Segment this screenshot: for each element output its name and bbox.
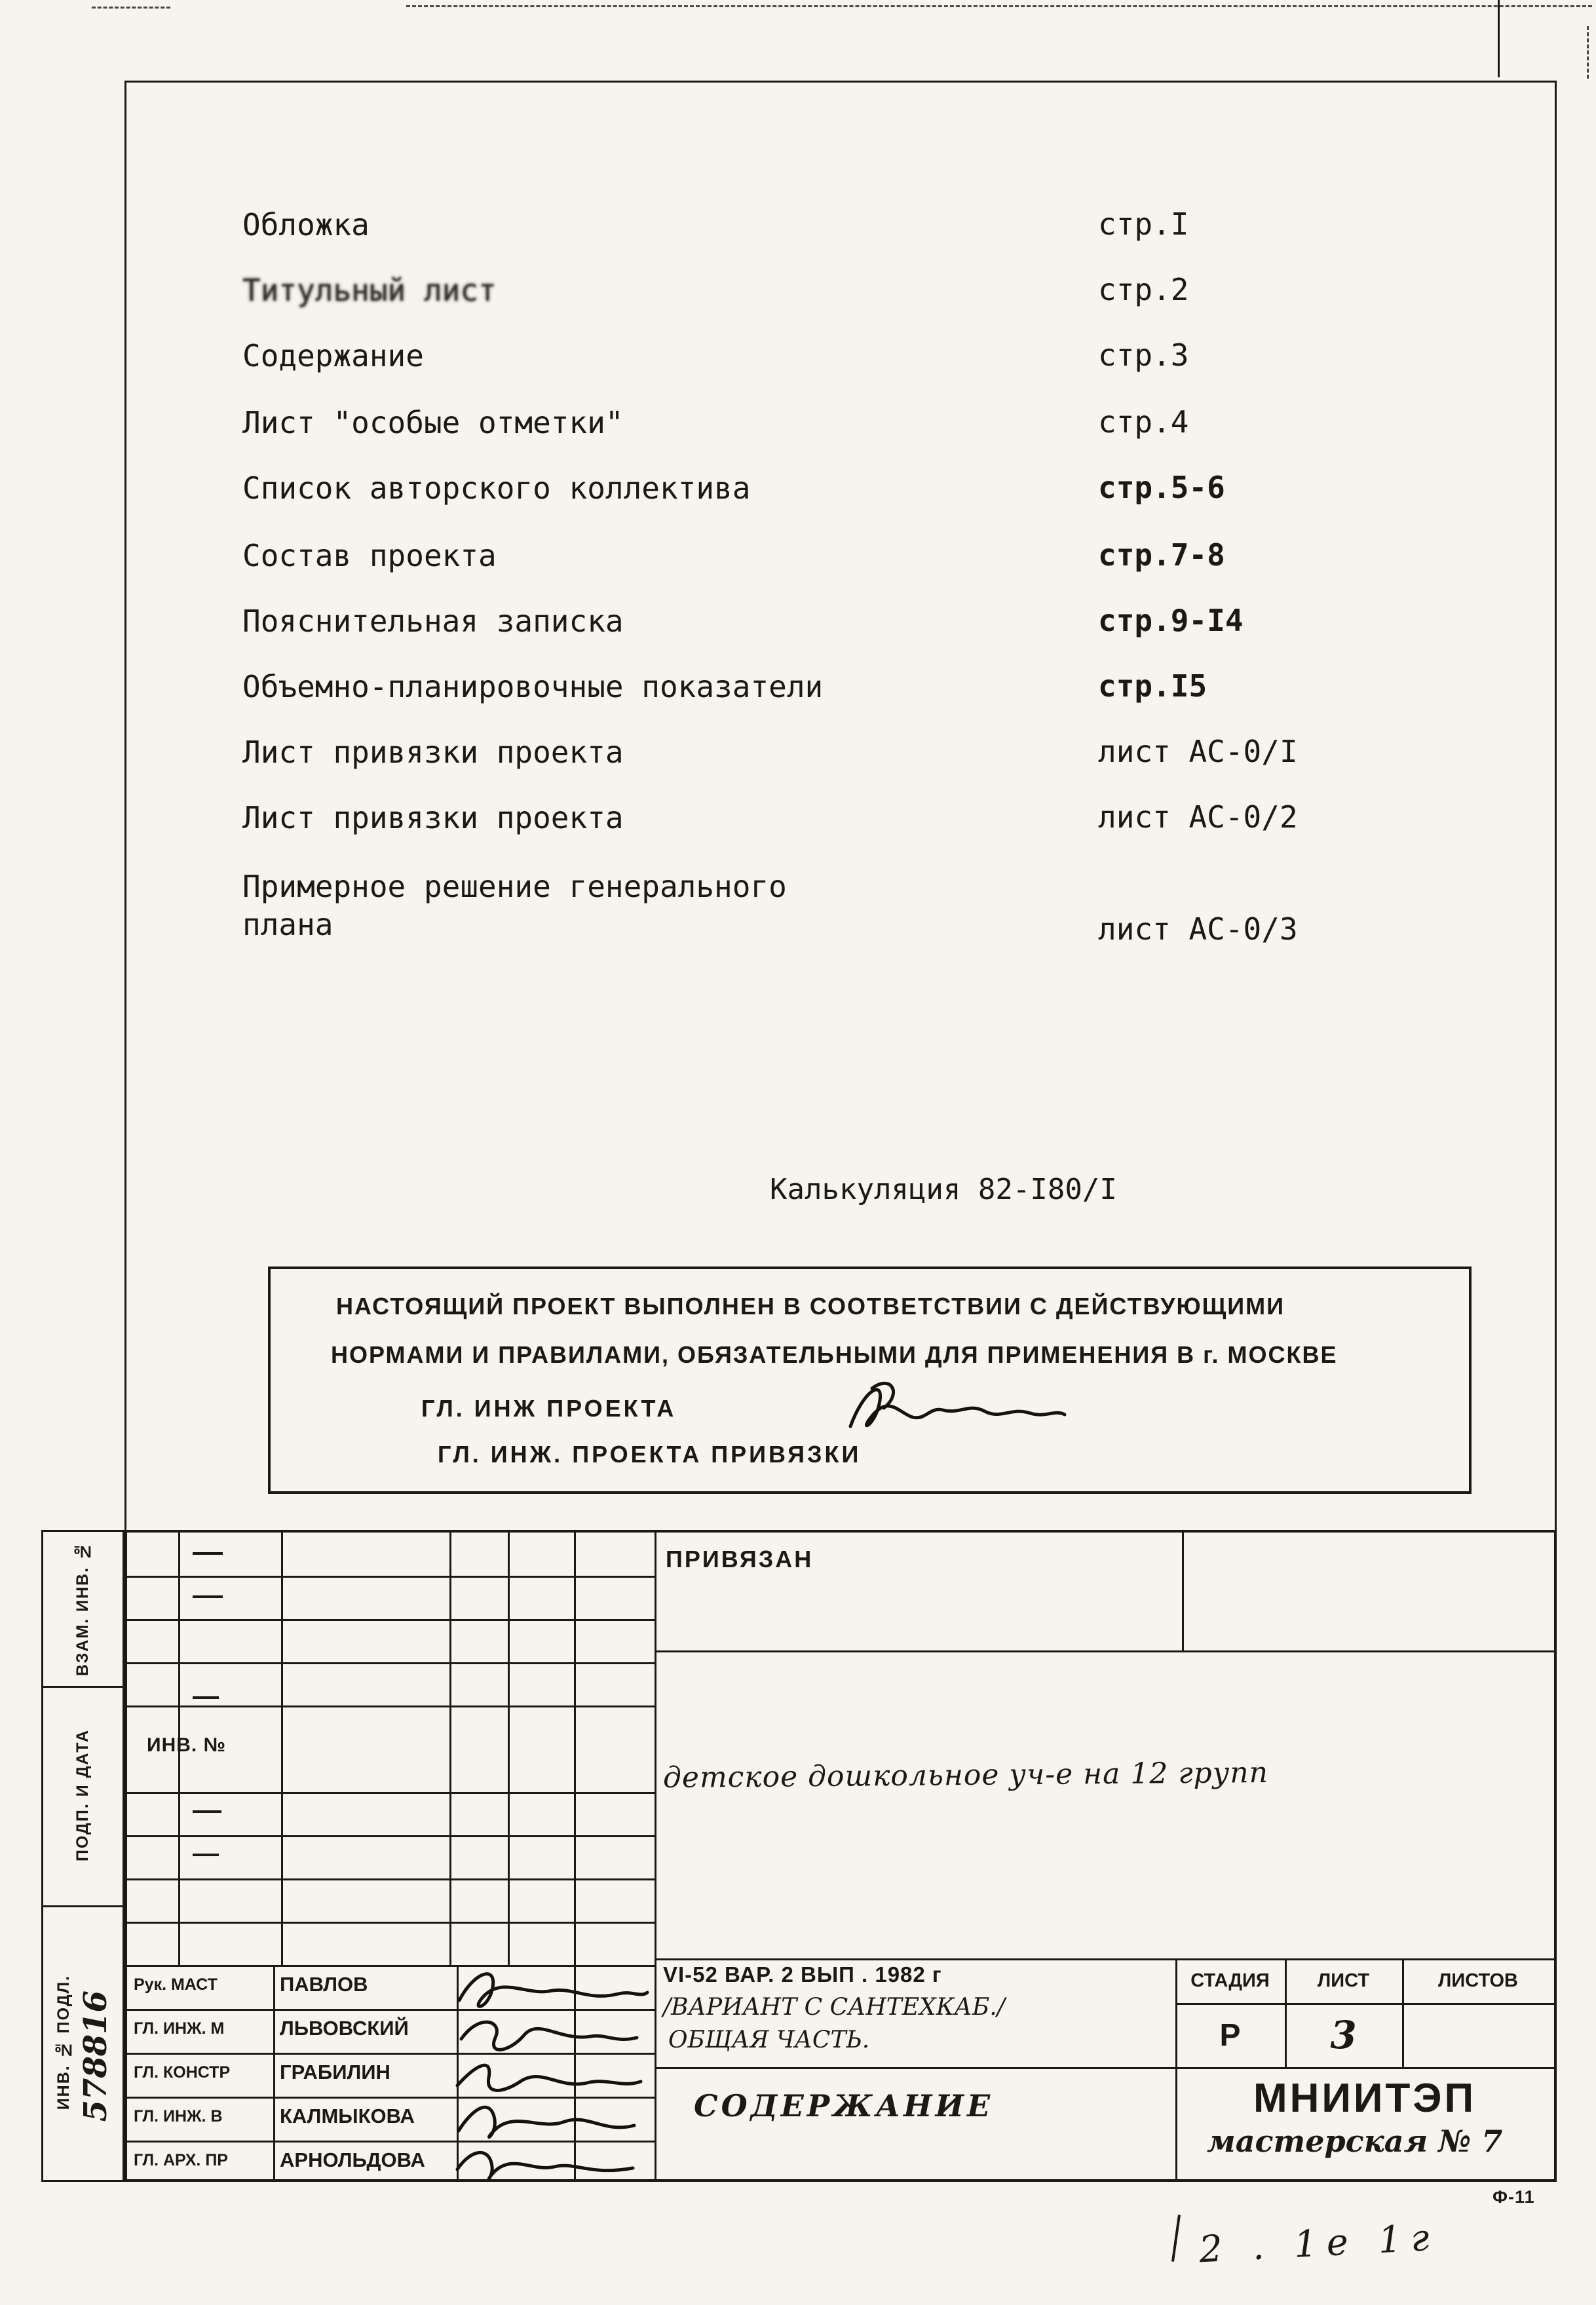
- podp-data-label: ПОДП. И ДАТА: [73, 1729, 92, 1862]
- inventory-number-label: ИНВ. №: [147, 1734, 227, 1756]
- toc-entry-title: Список авторского коллектива: [242, 470, 751, 506]
- toc-entry-page: стр.2: [1098, 272, 1189, 307]
- toc-row: [242, 537, 1557, 575]
- scan-artifact-right-dash: [1587, 26, 1589, 79]
- toc-entry-title: Лист привязки проекта: [242, 800, 624, 835]
- toc-entry-page: стр.I5: [1098, 668, 1207, 704]
- stage-label: СТАДИЯ: [1190, 1970, 1270, 1991]
- chief-engineer-binding-label: ГЛ. ИНЖ. ПРОЕКТА ПРИВЯЗКИ: [438, 1441, 862, 1468]
- toc-row: [242, 206, 1557, 244]
- toc-entry-title: Лист "особые отметки": [242, 405, 624, 440]
- toc-entry-title: Обложка: [242, 207, 370, 242]
- workshop-label: мастерская № 7: [1207, 2124, 1503, 2159]
- left-margin-strip: [41, 1530, 124, 2182]
- staff-name: ГРАБИЛИН: [280, 2061, 390, 2084]
- document-title: СОДЕРЖАНИЕ: [694, 2088, 994, 2124]
- handwritten-note: 2 . 1е 1г: [1198, 2216, 1439, 2272]
- toc-entry-page: лист АС-0/2: [1098, 799, 1298, 835]
- toc-row: [242, 470, 1557, 508]
- toc-entry-page: лист АС-0/I: [1098, 734, 1298, 769]
- organization-name: МНИИТЭП: [1253, 2075, 1477, 2121]
- statement-line-1: НАСТОЯЩИЙ ПРОЕКТ ВЫПОЛНЕН В СООТВЕТСТВИИ С ДЕЙСТВУЮЩИМИ: [336, 1293, 1285, 1320]
- chief-engineer-signature: [834, 1374, 1070, 1446]
- toc-entry-title: Состав проекта: [242, 538, 497, 573]
- toc-entry-page: стр.4: [1098, 404, 1189, 440]
- toc-entry-page: стр.7-8: [1098, 537, 1225, 573]
- toc-entry-title: Пояснительная записка: [242, 603, 624, 639]
- stage-value: Р: [1219, 2017, 1241, 2053]
- sheets-label: ЛИСТОВ: [1438, 1970, 1518, 1991]
- staff-name: ПАВЛОВ: [280, 1973, 368, 1996]
- scan-artifact-stroke: [1171, 2215, 1181, 2262]
- inventory-number-handwritten: 578816: [77, 1991, 114, 2122]
- title-block: [124, 1530, 1557, 2182]
- empty-cell-dash: [193, 1810, 221, 1813]
- staff-name: АРНОЛЬДОВА: [280, 2148, 425, 2171]
- toc-entry-title: Примерное решение генерального плана: [242, 869, 787, 942]
- staff-role: ГЛ. КОНСТР: [134, 2063, 231, 2082]
- grid-line: [655, 1650, 1554, 1652]
- staff-role: ГЛ. ИНЖ. М: [134, 2019, 225, 2038]
- staff-role: ГЛ. ИНЖ. В: [134, 2107, 223, 2125]
- toc-row: [242, 799, 1557, 837]
- empty-cell-dash: [193, 1552, 223, 1555]
- empty-cell-dash: [193, 1696, 219, 1699]
- toc-row: [242, 868, 1557, 947]
- toc-entry-page: лист АС-0/3: [1098, 911, 1298, 947]
- grid-line: [655, 2067, 1554, 2069]
- grid-line: [508, 1533, 510, 1965]
- vzam-inv-label: ВЗАМ. ИНВ. №: [73, 1541, 92, 1677]
- toc-row: [242, 603, 1557, 641]
- sheet-label: ЛИСТ: [1317, 1970, 1370, 1991]
- inv-podl-label: ИНВ. № ПОДЛ.: [54, 1975, 73, 2110]
- grid-line: [281, 1533, 283, 1965]
- sheet-value: 3: [1330, 2013, 1357, 2057]
- toc-entry-page: стр.3: [1098, 337, 1189, 373]
- empty-cell-dash: [193, 1595, 223, 1598]
- object-title: детское дошкольное уч-е на 12 групп: [662, 1755, 1269, 1795]
- staff-role: Рук. МАСТ: [134, 1975, 218, 1994]
- toc-row: [242, 734, 1557, 772]
- privyazan-label: ПРИВЯЗАН: [666, 1546, 814, 1572]
- empty-cell-dash: [193, 1854, 219, 1856]
- staff-role: ГЛ. АРХ. ПР: [134, 2151, 228, 2169]
- toc-entry-title: Титульный лист: [242, 273, 497, 308]
- scan-artifact-vertical-line: [1498, 0, 1500, 77]
- grid-line: [1182, 1533, 1184, 1650]
- staff-name: ЛЬВОВСКИЙ: [280, 2017, 409, 2040]
- calculation-reference: Калькуляция 82-I80/I: [770, 1173, 1117, 1206]
- toc-row: [242, 668, 1557, 706]
- staff-signature: [449, 2135, 653, 2191]
- scan-artifact-top-dashed-line: [406, 5, 1592, 7]
- toc-entry-title: Лист привязки проекта: [242, 734, 624, 770]
- toc-row: [242, 404, 1557, 442]
- toc-row: [242, 337, 1557, 375]
- form-code: Ф-11: [1492, 2187, 1535, 2207]
- toc-entry-title: Содержание: [242, 338, 424, 373]
- series-line-1: VI-52 ВАР. 2 ВЫП . 1982 г: [663, 1962, 942, 1987]
- toc-row: [242, 272, 1557, 310]
- toc-entry-title: Объемно-планировочные показатели: [242, 669, 824, 704]
- staff-name: КАЛМЫКОВА: [280, 2105, 415, 2127]
- grid-line: [273, 1965, 275, 2179]
- series-line-2: /ВАРИАНТ С САНТЕХКАБ./: [663, 1994, 1005, 2021]
- grid-line: [574, 1533, 576, 1965]
- toc-entry-page: стр.I: [1098, 206, 1189, 242]
- chief-engineer-label: ГЛ. ИНЖ ПРОЕКТА: [421, 1395, 677, 1422]
- toc-entry-page: стр.9-I4: [1098, 603, 1244, 638]
- toc-entry-page: стр.5-6: [1098, 470, 1225, 505]
- grid-line: [655, 1533, 656, 2179]
- scan-artifact-top-dash: [92, 7, 170, 9]
- series-line-3: ОБЩАЯ ЧАСТЬ.: [668, 2027, 870, 2053]
- statement-line-2: НОРМАМИ И ПРАВИЛАМИ, ОБЯЗАТЕЛЬНЫМИ ДЛЯ ПРИМЕНЕНИЯ В г. МОСКВЕ: [331, 1341, 1338, 1368]
- grid-line: [449, 1533, 451, 1965]
- compliance-statement-box: [268, 1267, 1472, 1494]
